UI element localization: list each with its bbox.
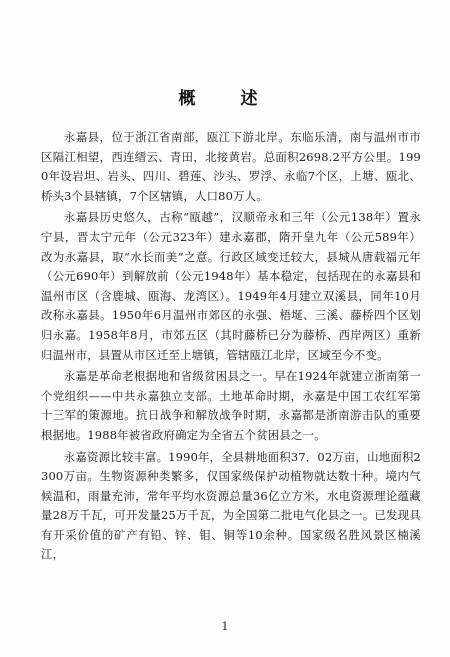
- page-title: 概 述: [178, 89, 272, 109]
- document-body: [41, 128, 421, 567]
- paragraph-history: 永嘉县历史悠久，古称“瓯越”，汉顺帝永和三年（公元138年）置永宁县，晋太宁元年（公元323年）建永嘉郡，隋开皇九年（公元589年）改为永嘉县，取“水长而美”之意。行政区域变迁较大，县城从唐载福元年（公元690年）到解放前（公元1948年）基本稳定，包括现在的永嘉县和温州市区（含鹿城、瓯海、龙湾区）。1949年4月建立双溪县，同年10月改称永嘉县。1950年6月温州市郊区的永强、梧埏、三溪、藤桥四个区划归永嘉。1958年8月，市郊五区（其时藤桥已分为藤桥、西岸两区）重新归温州市，县置从市区迁至上塘镇，管辖瓯江北岸，区域至今不变。: [41, 210, 421, 362]
- paragraph-resources: 永嘉资源比较丰富。1990年，全县耕地面积37．02万亩，山地面积2300万亩。生物资源种类繁多，仅国家级保护动植物就达数十种。境内气候温和，雨量充沛，常年平均水资源总量36亿立方米，水电资源理论蕴藏量28万千瓦，可开发量25万千瓦，为全国第二批电气化县之一。已发现具有开采价值的矿产有铅、锌、钼、铜等10余种。国家级名胜风景区楠溪江，: [41, 449, 421, 562]
- page-number: 1: [221, 620, 229, 633]
- paragraph-revolution: 永嘉是革命老根据地和省级贫困县之一。早在1924年就建立浙南第一个党组织——中共永嘉独立支部。土地革命时期，永嘉是中国工农红军第十三军的策源地。抗日战争和解放战争时期，永嘉都是浙南游击队的重要根据地。1988年被省政府确定为全省五个贫困县之一。: [41, 369, 421, 442]
- paragraph-location: 永嘉县，位于浙江省南部，瓯江下游北岸。东临乐清，南与温州市市区隔江相望，西连缙云、青田，北接黄岩。总面积2698.2平方公里。1990年设岩坦、岩头、四川、碧莲、沙头、罗浮、永临7个区，上塘、瓯北、桥头3个县辖镇，7个区辖镇，人口80万人。: [41, 130, 421, 203]
